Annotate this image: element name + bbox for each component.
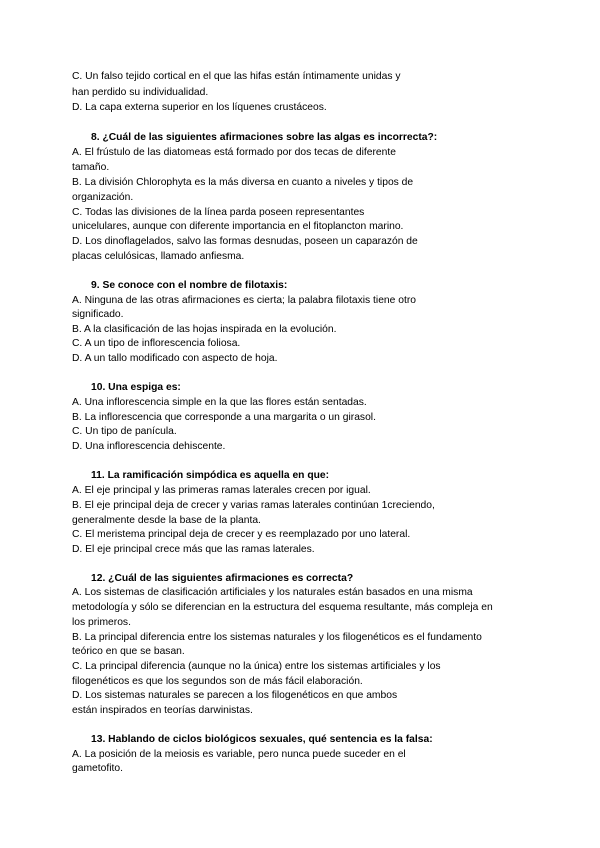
q9-option-d: D. A un tallo modificado con aspecto de hoja. xyxy=(72,353,278,364)
q11-option-d: D. El eje principal crece más que las ramas laterales. xyxy=(72,544,315,555)
q10-option-b: B. La inflorescencia que corresponde a una margarita o un girasol. xyxy=(72,412,376,423)
q13-option-a: A. La posición de la meiosis es variable, pero nunca puede suceder en el xyxy=(72,749,406,760)
q12-option-b: B. La principal diferencia entre los sistemas naturales y los filogenéticos es el fundamento xyxy=(72,632,482,643)
question-11-heading: 11. La ramificación simpódica es aquella en que: xyxy=(91,470,330,481)
q9-option-b: B. A la clasificación de las hojas inspirada en la evolución. xyxy=(72,324,337,335)
q9-option-a: A. Ninguna de las otras afirmaciones es cierta; la palabra filotaxis tiene otro xyxy=(72,295,416,306)
question-9-heading: 9. Se conoce con el nombre de filotaxis: xyxy=(91,280,288,291)
q8-option-c-cont: unicelulares, aunque con diferente importancia en el fitoplancton marino. xyxy=(72,221,404,232)
option-c-line: C. Un falso tejido cortical en el que las hifas están íntimamente unidas y xyxy=(72,71,401,82)
q12-option-a-cont2: los primeros. xyxy=(72,617,131,628)
q12-option-a-cont: metodología y sólo se diferencian en la estructura del esquema resultante, más compleja en xyxy=(72,602,493,613)
question-8-heading: 8. ¿Cuál de las siguientes afirmaciones sobre las algas es incorrecta?: xyxy=(91,132,438,143)
q8-option-a-cont: tamaño. xyxy=(72,162,110,173)
q9-option-c: C. A un tipo de inflorescencia foliosa. xyxy=(72,338,241,349)
q11-option-a: A. El eje principal y las primeras ramas laterales crecen por igual. xyxy=(72,485,371,496)
q10-option-d: D. Una inflorescencia dehiscente. xyxy=(72,441,226,452)
q10-option-c: C. Un tipo de panícula. xyxy=(72,426,177,437)
option-d-line: D. La capa externa superior en los líquenes crustáceos. xyxy=(72,102,327,113)
q12-option-a: A. Los sistemas de clasificación artificiales y los naturales están basados en una misma xyxy=(72,587,473,598)
q8-option-d: D. Los dinoflagelados, salvo las formas desnudas, poseen un caparazón de xyxy=(72,236,418,247)
q8-option-a: A. El frústulo de las diatomeas está formado por dos tecas de diferente xyxy=(72,147,396,158)
q11-option-b: B. El eje principal deja de crecer y varias ramas laterales continúan 1creciendo, xyxy=(72,500,435,511)
q12-option-d-cont: están inspirados en teorías darwinistas. xyxy=(72,705,253,716)
q12-option-d: D. Los sistemas naturales se parecen a los filogenéticos en que ambos xyxy=(72,690,398,701)
q9-option-a-cont: significado. xyxy=(72,309,124,320)
q11-option-c: C. El meristema principal deja de crecer y es reemplazado por uno lateral. xyxy=(72,529,411,540)
q8-option-d-cont: placas celulósicas, llamado anfiesma. xyxy=(72,251,245,262)
q8-option-b: B. La división Chlorophyta es la más diversa en cuanto a niveles y tipos de xyxy=(72,177,414,188)
q12-option-c: C. La principal diferencia (aunque no la única) entre los sistemas artificiales y los xyxy=(72,661,441,672)
question-13-heading: 13. Hablando de ciclos biológicos sexuales, qué sentencia es la falsa: xyxy=(91,734,433,745)
question-10-heading: 10. Una espiga es: xyxy=(91,382,181,393)
q10-option-a: A. Una inflorescencia simple en la que las flores están sentadas. xyxy=(72,397,367,408)
q8-option-c: C. Todas las divisiones de la línea parda poseen representantes xyxy=(72,207,365,218)
q12-option-c-cont: filogenéticos es que los segundos son de más fácil elaboración. xyxy=(72,676,363,687)
question-12-heading: 12. ¿Cuál de las siguientes afirmaciones es correcta? xyxy=(91,573,354,584)
q12-option-b-cont: teórico en que se basan. xyxy=(72,646,185,657)
q8-option-b-cont: organización. xyxy=(72,192,134,203)
option-text-line: han perdido su individualidad. xyxy=(72,87,209,98)
q11-option-b-cont: generalmente desde la base de la planta. xyxy=(72,515,261,526)
q13-option-a-cont: gametofito. xyxy=(72,763,123,774)
